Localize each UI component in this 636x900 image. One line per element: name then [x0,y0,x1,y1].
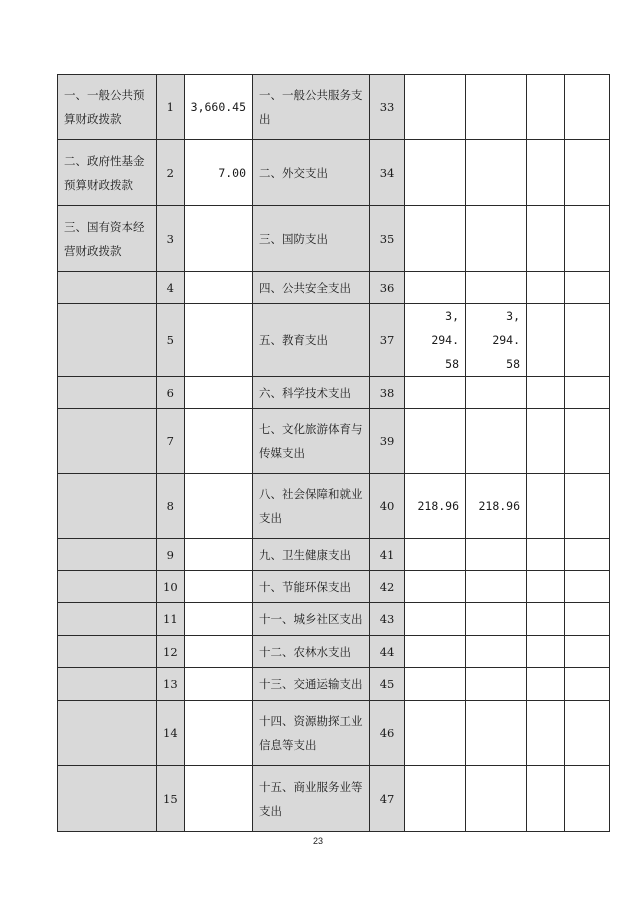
table-row [58,474,610,539]
expense-general-budget-cell [466,636,527,668]
empty-cell [565,668,610,701]
empty-cell [527,539,565,571]
expense-item-cell: 七、文化旅游体育与传媒支出 [253,409,370,474]
table-row [58,668,610,701]
row-number-cell: 9 [157,539,185,571]
income-item-cell [58,636,157,668]
expense-total-cell [405,206,466,272]
expense-total-cell [405,539,466,571]
row-number-cell: 3 [157,206,185,272]
expense-total-cell: 3, 294. 58 [405,304,466,377]
income-item-cell [58,701,157,766]
income-amount-cell [184,571,252,603]
table-row [58,409,610,474]
income-amount-cell [184,668,252,701]
empty-cell [565,304,610,377]
expense-item-cell: 六、科学技术支出 [253,377,370,409]
table-body [58,75,610,832]
table-row [58,603,610,636]
expense-total-cell [405,766,466,832]
income-item-cell [58,766,157,832]
expense-row-number-cell: 42 [370,571,405,603]
row-number-cell: 13 [157,668,185,701]
expense-general-budget-cell [466,668,527,701]
empty-cell [527,571,565,603]
empty-cell [565,636,610,668]
expense-total-cell [405,636,466,668]
empty-cell [565,75,610,140]
expense-item-cell: 二、外交支出 [253,140,370,206]
row-number-cell: 14 [157,701,185,766]
table-row [58,206,610,272]
table-row [58,539,610,571]
table-row [58,140,610,206]
income-amount-cell [184,377,252,409]
table-row [58,75,610,140]
empty-cell [527,766,565,832]
expense-item-cell: 三、国防支出 [253,206,370,272]
expense-row-number-cell: 44 [370,636,405,668]
expense-item-cell: 九、卫生健康支出 [253,539,370,571]
expense-general-budget-cell [466,701,527,766]
row-number-cell: 15 [157,766,185,832]
income-item-cell: 一、一般公共预算财政拨款 [58,75,157,140]
income-amount-cell [184,636,252,668]
expense-general-budget-cell [466,206,527,272]
expense-general-budget-cell [466,409,527,474]
expense-item-cell: 十三、交通运输支出 [253,668,370,701]
expense-total-cell [405,377,466,409]
budget-table [57,74,610,832]
table-row [58,571,610,603]
empty-cell [565,272,610,304]
empty-cell [527,75,565,140]
expense-item-cell: 十、节能环保支出 [253,571,370,603]
expense-row-number-cell: 47 [370,766,405,832]
expense-item-cell: 十一、城乡社区支出 [253,603,370,636]
empty-cell [565,206,610,272]
income-amount-cell [184,206,252,272]
empty-cell [527,701,565,766]
row-number-cell: 4 [157,272,185,304]
expense-total-cell [405,701,466,766]
page-number: 23 [312,836,323,846]
expense-row-number-cell: 34 [370,140,405,206]
income-item-cell [58,668,157,701]
table-row [58,377,610,409]
empty-cell [565,766,610,832]
expense-item-cell: 八、社会保障和就业支出 [253,474,370,539]
expense-item-cell: 十四、资源勘探工业信息等支出 [253,701,370,766]
income-item-cell [58,474,157,539]
expense-total-cell: 218.96 [405,474,466,539]
expense-general-budget-cell [466,603,527,636]
row-number-cell: 2 [157,140,185,206]
expense-general-budget-cell: 218.96 [466,474,527,539]
expense-total-cell [405,272,466,304]
empty-cell [527,140,565,206]
expense-item-cell: 十二、农林水支出 [253,636,370,668]
empty-cell [527,668,565,701]
expense-row-number-cell: 45 [370,668,405,701]
expense-row-number-cell: 43 [370,603,405,636]
expense-total-cell [405,603,466,636]
empty-cell [565,539,610,571]
income-item-cell [58,539,157,571]
expense-item-cell: 四、公共安全支出 [253,272,370,304]
income-amount-cell [184,474,252,539]
empty-cell [527,636,565,668]
row-number-cell: 7 [157,409,185,474]
table-row [58,304,610,377]
expense-row-number-cell: 39 [370,409,405,474]
expense-total-cell [405,140,466,206]
expense-row-number-cell: 33 [370,75,405,140]
empty-cell [565,603,610,636]
expense-total-cell [405,668,466,701]
table-row [58,766,610,832]
income-amount-cell: 7.00 [184,140,252,206]
income-amount-cell [184,409,252,474]
expense-row-number-cell: 40 [370,474,405,539]
empty-cell [565,409,610,474]
income-item-cell [58,409,157,474]
income-item-cell: 三、国有资本经营财政拨款 [58,206,157,272]
expense-row-number-cell: 38 [370,377,405,409]
income-item-cell [58,571,157,603]
row-number-cell: 10 [157,571,185,603]
expense-item-cell: 五、教育支出 [253,304,370,377]
row-number-cell: 5 [157,304,185,377]
empty-cell [565,474,610,539]
income-item-cell [58,272,157,304]
expense-general-budget-cell [466,571,527,603]
expense-row-number-cell: 46 [370,701,405,766]
expense-general-budget-cell: 3, 294. 58 [466,304,527,377]
expense-row-number-cell: 37 [370,304,405,377]
income-amount-cell [184,539,252,571]
empty-cell [527,603,565,636]
income-item-cell [58,377,157,409]
expense-general-budget-cell [466,75,527,140]
table-row [58,272,610,304]
income-amount-cell [184,304,252,377]
expense-item-cell: 一、一般公共服务支出 [253,75,370,140]
row-number-cell: 1 [157,75,185,140]
expense-row-number-cell: 41 [370,539,405,571]
income-amount-cell [184,272,252,304]
expense-general-budget-cell [466,377,527,409]
expense-total-cell [405,409,466,474]
empty-cell [527,304,565,377]
expense-total-cell [405,75,466,140]
empty-cell [565,701,610,766]
income-item-cell: 二、政府性基金预算财政拨款 [58,140,157,206]
row-number-cell: 12 [157,636,185,668]
row-number-cell: 11 [157,603,185,636]
expense-general-budget-cell [466,539,527,571]
expense-total-cell [405,571,466,603]
empty-cell [527,272,565,304]
expense-general-budget-cell [466,272,527,304]
empty-cell [527,409,565,474]
income-item-cell [58,603,157,636]
row-number-cell: 8 [157,474,185,539]
table-row [58,701,610,766]
income-amount-cell [184,603,252,636]
empty-cell [527,206,565,272]
empty-cell [527,377,565,409]
income-item-cell [58,304,157,377]
empty-cell [565,140,610,206]
empty-cell [565,377,610,409]
expense-general-budget-cell [466,140,527,206]
expense-row-number-cell: 36 [370,272,405,304]
expense-row-number-cell: 35 [370,206,405,272]
expense-item-cell: 十五、商业服务业等支出 [253,766,370,832]
expense-general-budget-cell [466,766,527,832]
income-amount-cell [184,701,252,766]
empty-cell [527,474,565,539]
income-amount-cell: 3,660.45 [184,75,252,140]
empty-cell [565,571,610,603]
table-row [58,636,610,668]
income-amount-cell [184,766,252,832]
row-number-cell: 6 [157,377,185,409]
